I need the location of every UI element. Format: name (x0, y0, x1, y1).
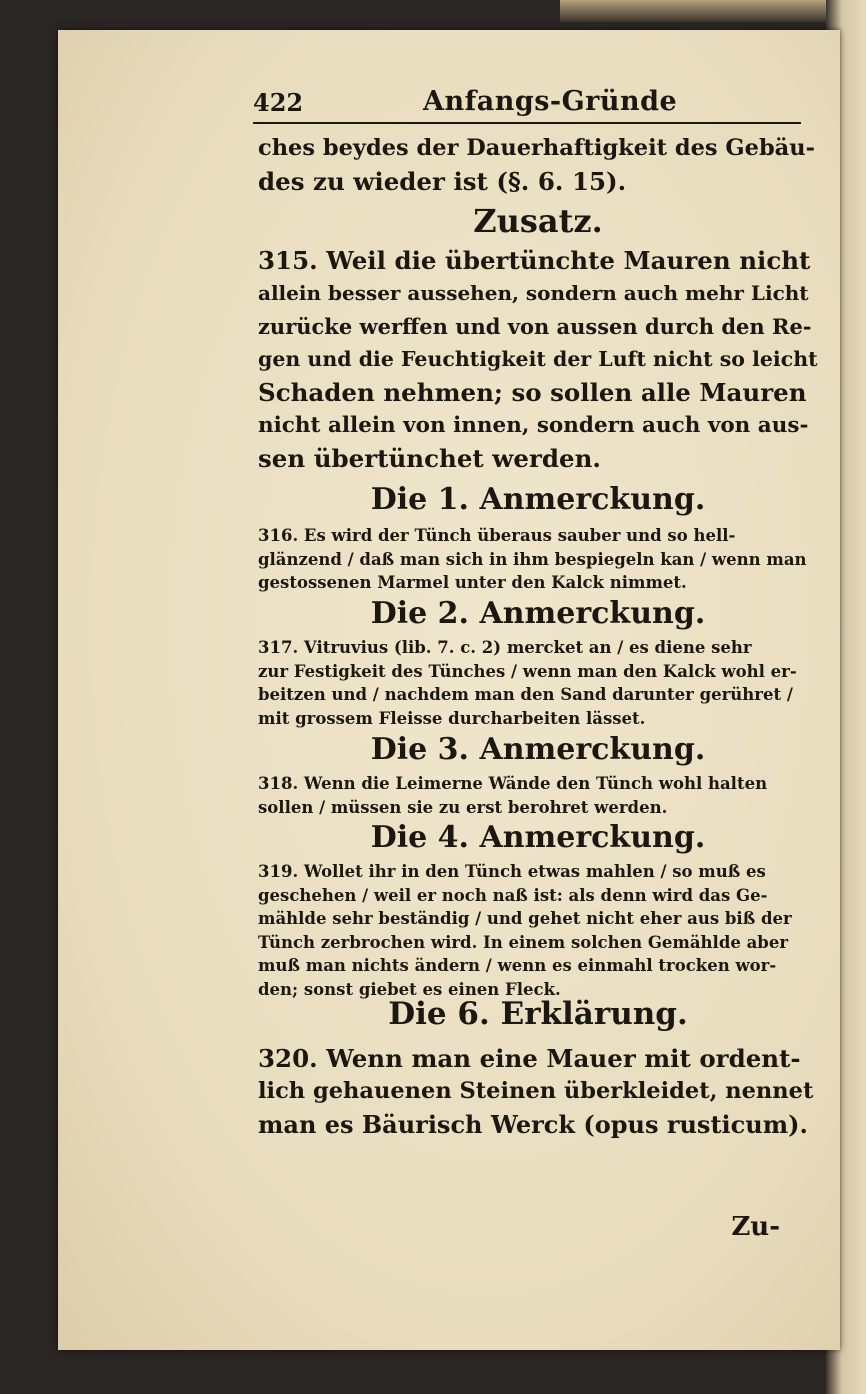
text-line: 315. Weil die übertünchte Mauren nicht (258, 246, 811, 275)
section-heading-anmerckung-4: Die 4. Anmerckung. (370, 820, 706, 855)
section-heading-erklaerung-6: Die 6. Erklärung. (388, 996, 688, 1032)
intro-paragraph (258, 132, 818, 198)
paragraph-319 (258, 860, 818, 1001)
text-line: sollen / müssen sie zu erst berohret werden. (258, 797, 668, 817)
text-line: 316. Es wird der Tünch überaus sauber und so hell- (258, 526, 736, 545)
book-page (58, 30, 840, 1350)
page-stack-top-edge (560, 0, 866, 22)
section-heading-anmerckung-1: Die 1. Anmerckung. (370, 482, 706, 517)
paragraph-316 (258, 524, 818, 595)
text-line: des zu wieder ist (§. 6. 15). (258, 167, 627, 196)
paragraph-315 (258, 244, 818, 475)
section-heading-anmerckung-2: Die 2. Anmerckung. (370, 596, 706, 631)
text-line: lich gehauenen Steinen überkleidet, nennet (258, 1078, 814, 1104)
text-line: 320. Wenn man eine Mauer mit ordent- (258, 1044, 801, 1073)
text-line: zurücke werffen und von aussen durch den Re- (258, 314, 812, 339)
text-line: Schaden nehmen; so sollen alle Mauren (258, 378, 807, 407)
page-header (253, 88, 808, 128)
text-line: beitzen und / nachdem man den Sand darunter gerühret / (258, 685, 793, 704)
text-line: Tünch zerbrochen wird. In einem solchen Gemählde aber (258, 932, 789, 952)
text-line: 319. Wollet ihr in den Tünch etwas mahlen / so muß es (258, 862, 766, 881)
text-line: ches beydes der Dauerhaftigkeit des Gebäu- (258, 135, 815, 161)
section-heading-anmerckung-3: Die 3. Anmerckung. (370, 732, 706, 767)
text-line: allein besser aussehen, sondern auch mehr Licht (258, 281, 809, 305)
text-line: nicht allein von innen, sondern auch von aus- (258, 413, 809, 438)
section-heading-zusatz: Zusatz. (473, 202, 603, 240)
text-line: 318. Wenn die Leimerne Wände den Tünch wohl halten (258, 774, 768, 793)
text-line: sen übertünchet werden. (258, 444, 601, 473)
header-rule (253, 122, 801, 124)
paragraph-317 (258, 636, 818, 730)
text-line: gestossenen Marmel unter den Kalck nimmet. (258, 573, 687, 592)
text-line: zur Festigkeit des Tünches / wenn man den Kalck wohl er- (258, 661, 797, 681)
text-line: mählde sehr beständig / und gehet nicht eher aus biß der (258, 909, 792, 928)
text-line: muß man nichts ändern / wenn es einmahl trocken wor- (258, 956, 777, 975)
text-line: man es Bäurisch Werck (opus rusticum). (258, 1110, 808, 1139)
text-line: 317. Vitruvius (lib. 7. c. 2) mercket an / es diene sehr (258, 638, 752, 657)
catchword: Zu- (731, 1212, 780, 1242)
text-line: glänzend / daß man sich in ihm bespiegeln kan / wenn man (258, 549, 807, 569)
text-line: den; sonst giebet es einen Fleck. (258, 979, 561, 999)
text-line: gen und die Feuchtigkeit der Luft nicht so leicht (258, 347, 818, 371)
page-number: 422 (253, 88, 304, 117)
paragraph-320 (258, 1042, 818, 1141)
text-line: geschehen / weil er noch naß ist: als denn wird das Ge- (258, 885, 768, 905)
paragraph-318 (258, 772, 818, 819)
running-title: Anfangs-Gründe (423, 86, 678, 117)
text-line: mit grossem Fleisse durcharbeiten lässet. (258, 708, 646, 728)
